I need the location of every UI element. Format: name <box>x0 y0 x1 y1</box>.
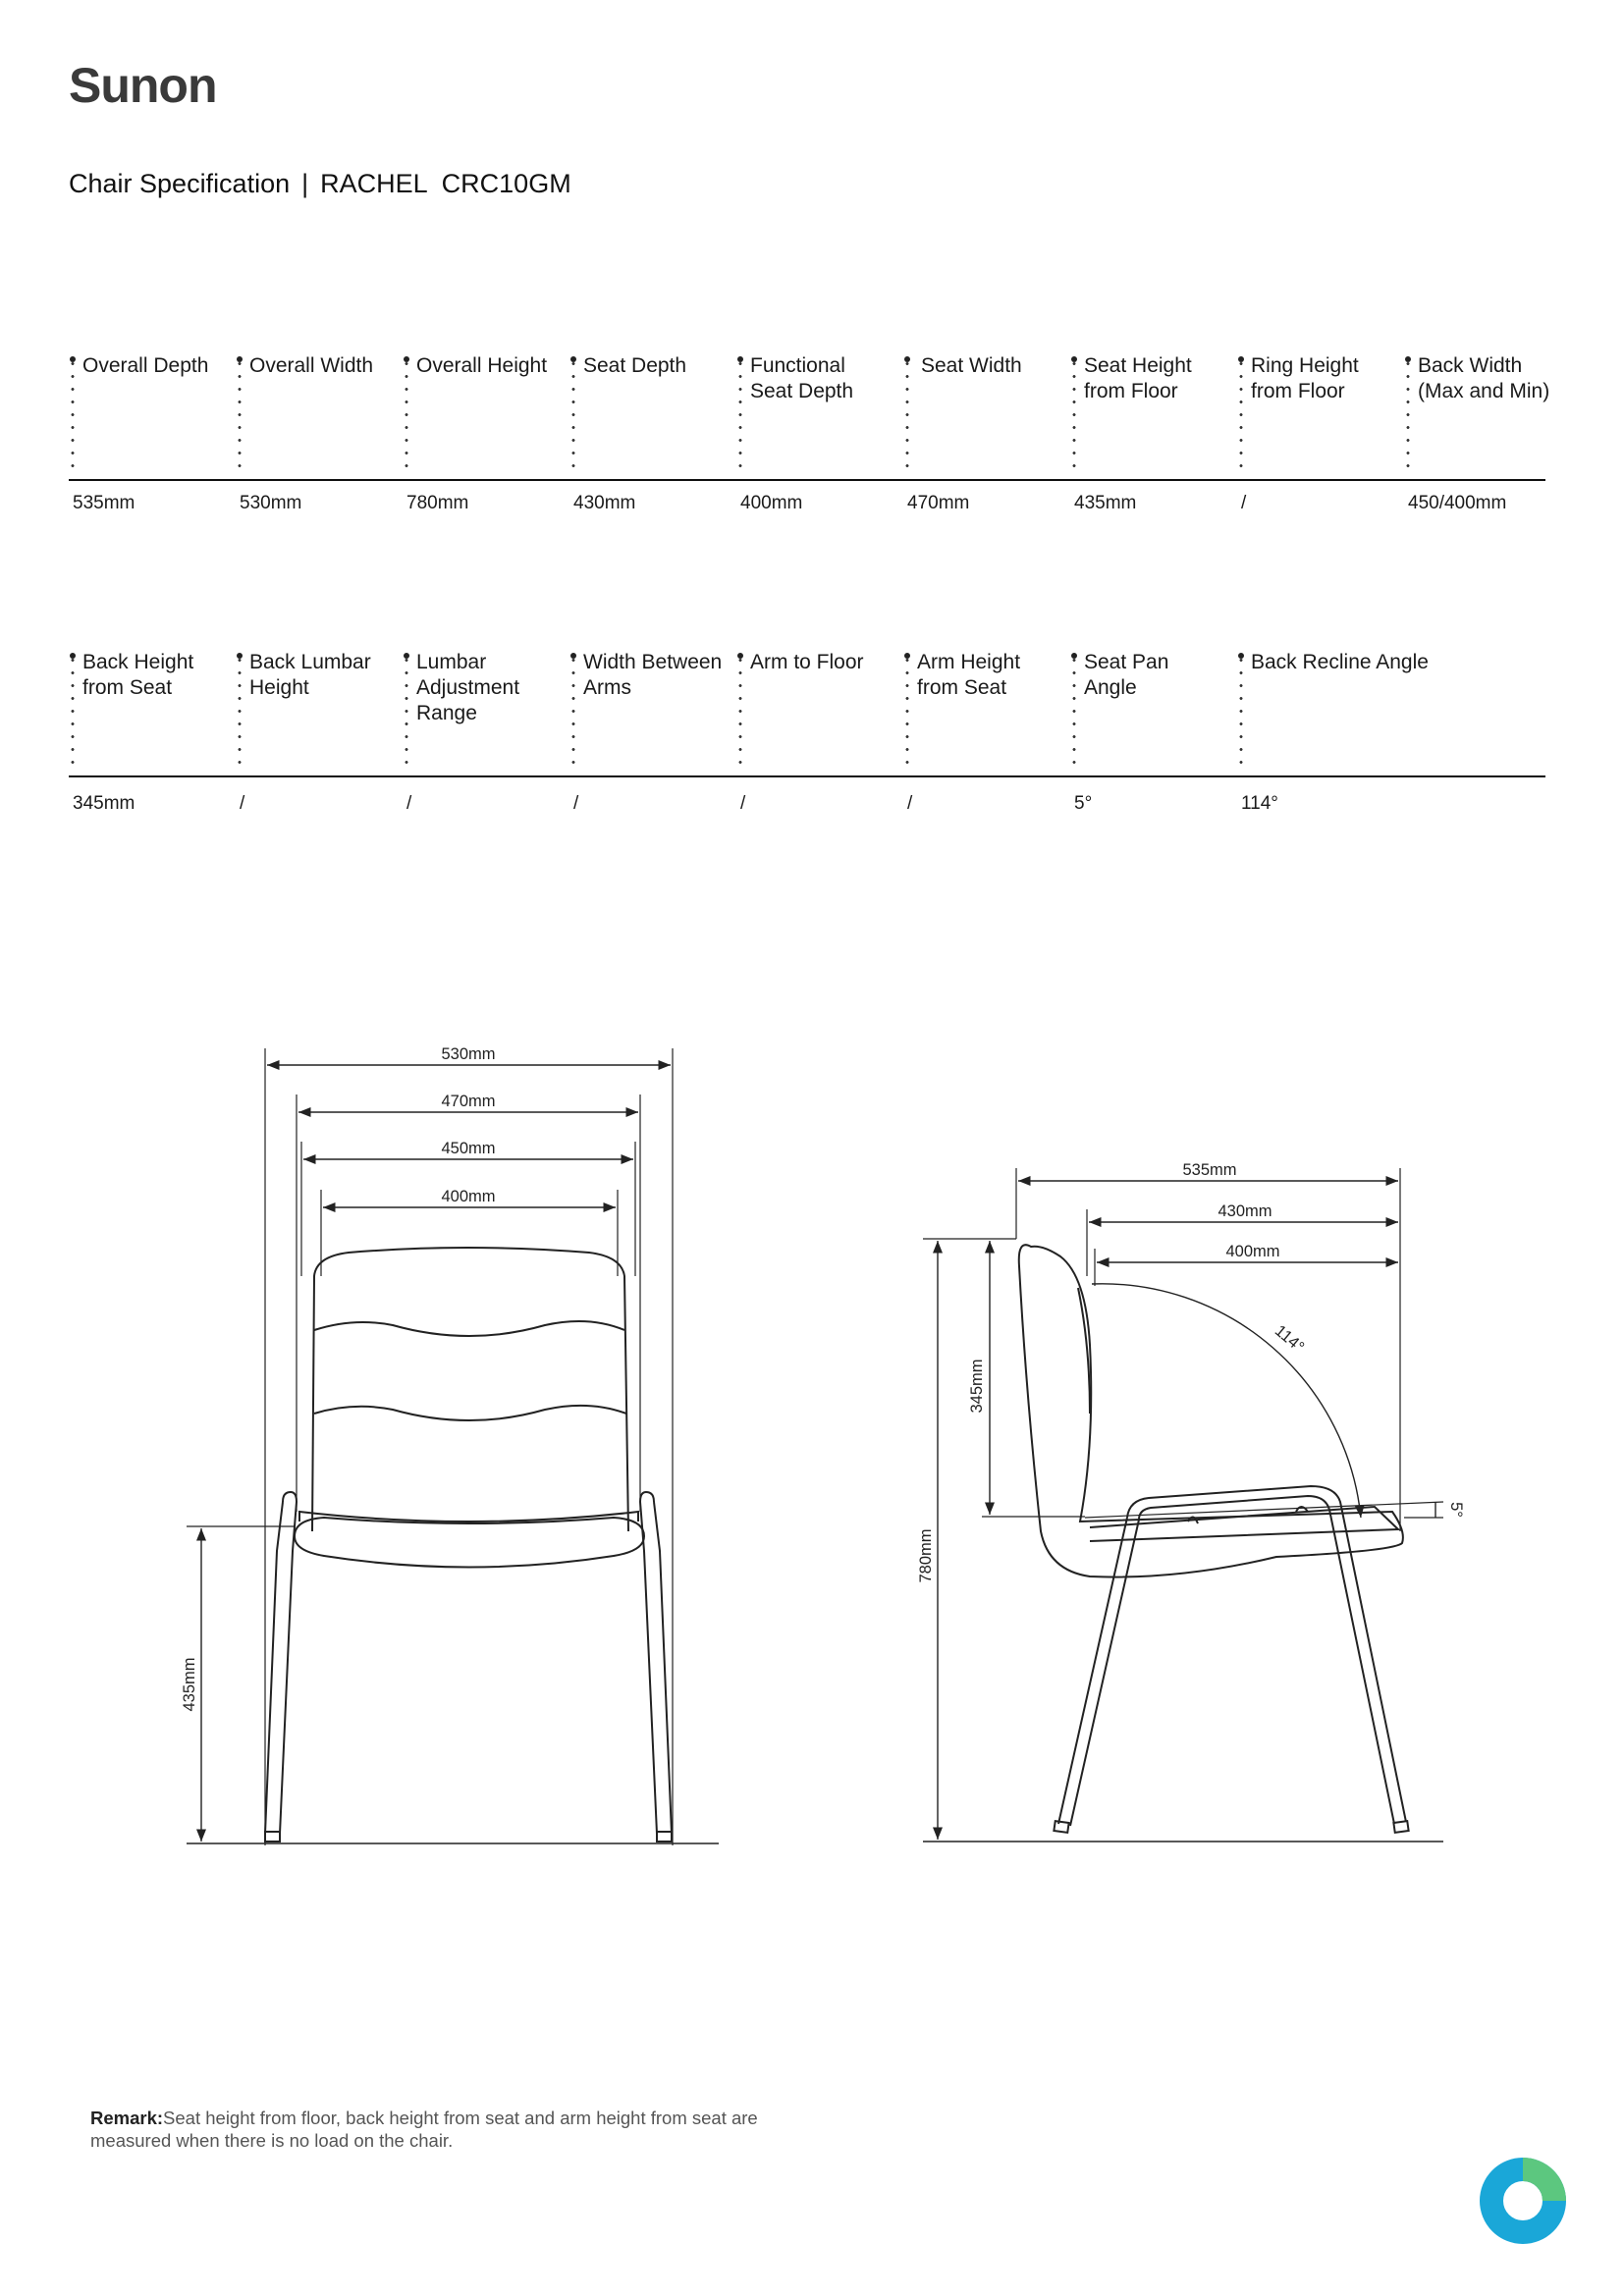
cell-value: / <box>573 793 579 814</box>
title-separator: | <box>301 169 309 198</box>
column-label: Ring Height from Floor <box>1251 354 1359 402</box>
dim-label: 530mm <box>441 1045 496 1063</box>
remark-text: Seat height from floor, back height from seat and arm height from seat are measured when there is no load on the chair. <box>90 2108 758 2151</box>
cell-value: / <box>740 793 746 814</box>
dim-label: 400mm <box>441 1188 496 1205</box>
cell-value: 535mm <box>73 493 135 513</box>
column-label: Back Recline Angle <box>1251 651 1429 673</box>
cell-value: 470mm <box>907 493 970 513</box>
column-label: Back Lumbar Height <box>249 651 371 699</box>
cell-value: 450/400mm <box>1408 493 1507 513</box>
column-label: Seat Height from Floor <box>1084 354 1192 402</box>
cell-value: / <box>907 793 913 814</box>
cell-value: 435mm <box>1074 493 1137 513</box>
column-label: Overall Depth <box>82 354 209 377</box>
cell-value: / <box>240 793 245 814</box>
dim-label: 5° <box>1447 1502 1465 1518</box>
column-label: Seat Width <box>921 354 1022 377</box>
dim-label: 114° <box>1271 1321 1308 1357</box>
dim-label: 470mm <box>441 1093 496 1110</box>
column-label: Width Between Arms <box>583 651 723 699</box>
cell-value: 345mm <box>73 793 135 814</box>
column-label: Lumbar Adjustment Range <box>416 651 520 724</box>
column-label: Overall Width <box>249 354 374 377</box>
remark-label: Remark: <box>90 2108 164 2128</box>
column-label: Overall Height <box>416 354 548 377</box>
cell-value: 530mm <box>240 493 302 513</box>
column-label: Seat Depth <box>583 354 687 377</box>
cell-value: 114° <box>1241 793 1278 814</box>
cell-value: 400mm <box>740 493 803 513</box>
column-label: Arm to Floor <box>750 651 864 673</box>
cell-value: 780mm <box>406 493 469 513</box>
side-view-drawing <box>923 1168 1443 1842</box>
dim-label: 435mm <box>181 1657 198 1712</box>
cell-value: / <box>406 793 412 814</box>
column-label: Seat Pan Angle <box>1084 651 1169 699</box>
title-model: RACHEL CRC10GM <box>320 169 571 198</box>
title-prefix: Chair Specification <box>69 169 291 198</box>
brand-ring-icon <box>1491 2169 1554 2232</box>
cell-value: 430mm <box>573 493 636 513</box>
dim-label: 535mm <box>1182 1161 1237 1179</box>
dim-label: 400mm <box>1225 1243 1280 1260</box>
column-label: Back Width (Max and Min) <box>1418 354 1550 402</box>
remark-note <box>90 2107 837 2152</box>
column-label: Back Height from Seat <box>82 651 194 699</box>
cell-value: 5° <box>1074 793 1093 814</box>
cell-value: / <box>1241 493 1247 513</box>
dim-label: 450mm <box>441 1140 496 1157</box>
column-label: Functional Seat Depth <box>750 354 854 402</box>
dim-label: 345mm <box>968 1359 986 1414</box>
column-label: Arm Height from Seat <box>917 651 1021 699</box>
front-view-drawing <box>187 1048 719 1845</box>
logo-text: Sunon <box>69 58 217 113</box>
dim-label: 780mm <box>917 1528 935 1583</box>
front-view-labels <box>181 1045 496 1712</box>
dim-label: 430mm <box>1218 1202 1272 1220</box>
